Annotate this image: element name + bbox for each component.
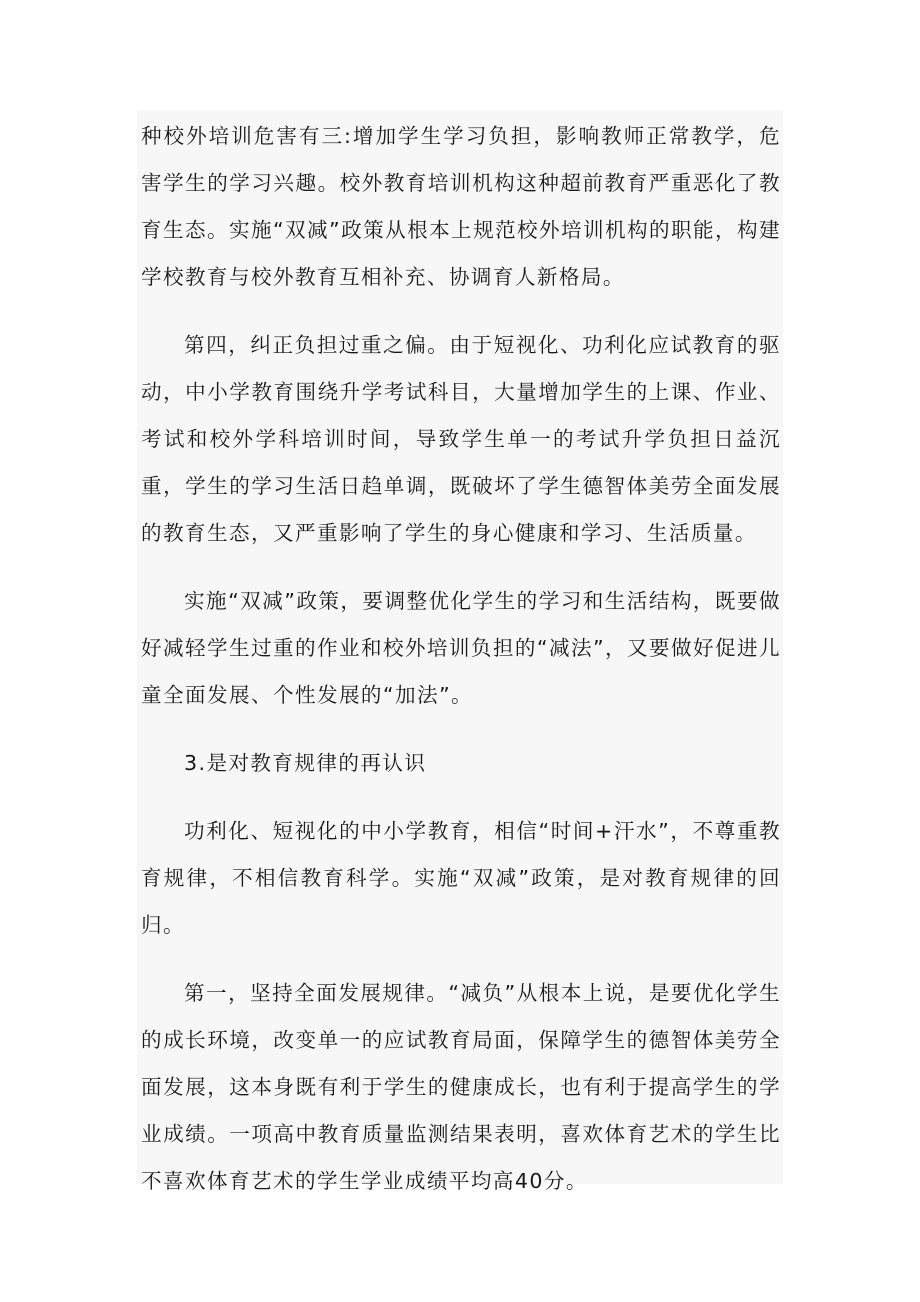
paragraph: 实施“双减”政策，要调整优化学生的学习和生活结构，既要做好减轻学生过重的作业和校外培训负担的“减法”，又要做好促进儿童全面发展、个性发展的“加法”。 (141, 589, 781, 707)
paragraph: 种校外培训危害有三:增加学生学习负担，影响教师正常教学，危害学生的学习兴趣。校外教育培训机构这种超前教育严重恶化了教育生态。实施“双减”政策从根本上规范校外培训机构的职能，构建学校教育与校外教育互相补充、协调育人新格局。 (141, 124, 781, 289)
paragraph: 第四，纠正负担过重之偏。由于短视化、功利化应试教育的驱动，中小学教育围绕升学考试科目，大量增加学生的上课、作业、考试和校外学科培训时间，导致学生单一的考试升学负担日益沉重，学生的学习生活日趋单调，既破坏了学生德智体美劳全面发展的教育生态，又严重影响了学生的身心健康和学习、生活质量。 (141, 333, 781, 545)
section-heading: 3.是对教育规律的再认识 (184, 751, 427, 775)
paragraph: 第一，坚持全面发展规律。“减负”从根本上说，是要优化学生的成长环境，改变单一的应试教育局面，保障学生的德智体美劳全面发展，这本身既有利于学生的健康成长，也有利于提高学生的学业成绩。一项高中教育质量监测结果表明，喜欢体育艺术的学生比不喜欢体育艺术的学生学业成绩平均高40分。 (141, 981, 781, 1193)
document-body (141, 113, 781, 1226)
paragraph: 功利化、短视化的中小学教育，相信“时间+汗水”，不尊重教育规律，不相信教育科学。实施“双减”政策，是对教育规律的回归。 (141, 819, 781, 937)
